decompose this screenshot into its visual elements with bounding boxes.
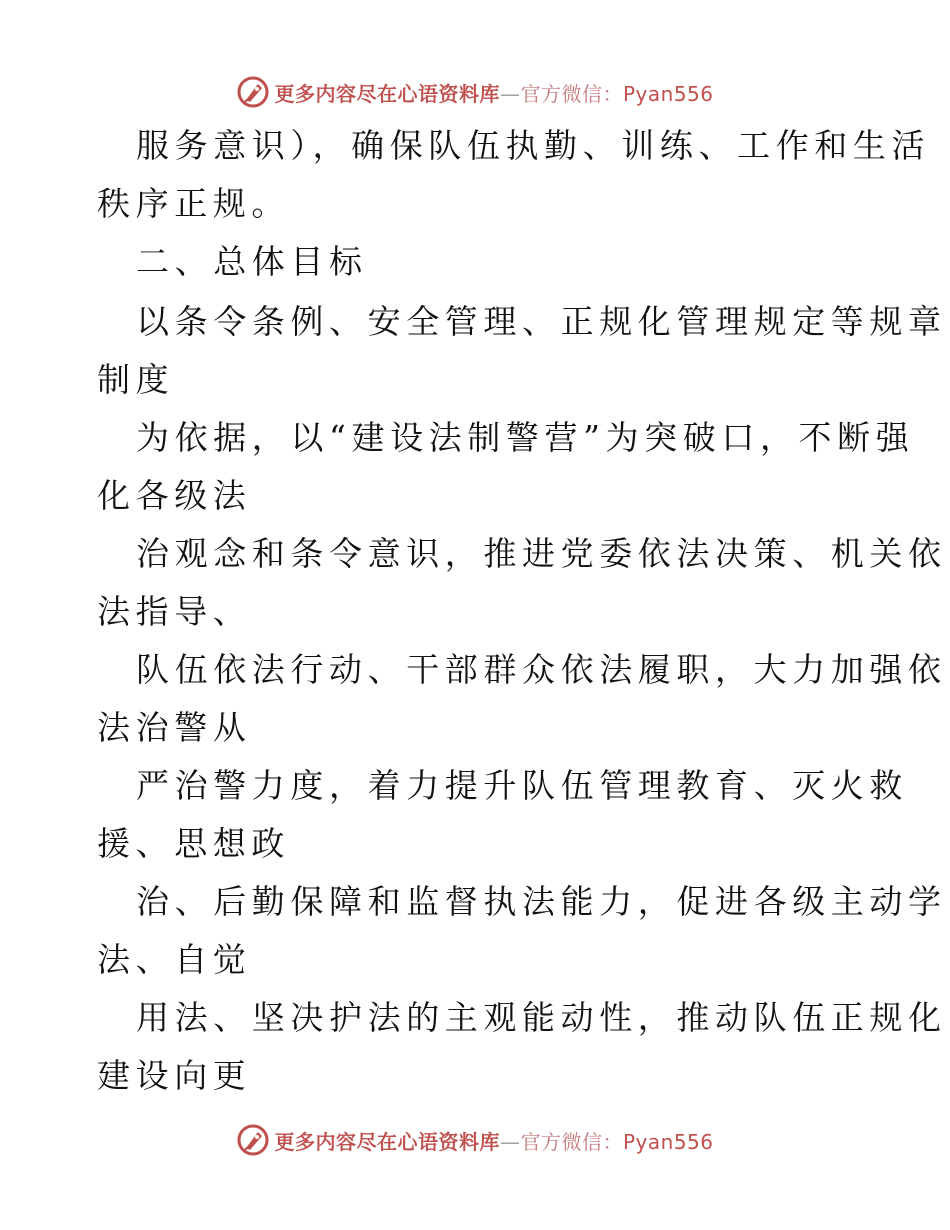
body-line-16: 用法、坚决护法的主观能动性，推动队伍正规化: [136, 998, 947, 1037]
body-line-13: 援、思想政: [97, 824, 290, 863]
header-banner: [0, 72, 950, 112]
body-line-12: 严治警力度，着力提升队伍管理教育、灭火救: [136, 766, 908, 805]
pen-nib-logo-icon: [236, 1123, 270, 1157]
body-line-1: 服务意识），确保队伍执勤、训练、工作和生活: [136, 126, 931, 165]
body-line-14: 治、后勤保障和监督执法能力，促进各级主动学: [136, 882, 947, 921]
section-heading: 二、总体目标: [136, 242, 368, 281]
body-line-15: 法、自觉: [97, 940, 252, 979]
body-line-5: 制度: [97, 360, 175, 399]
body-line-2: 秩序正规。: [97, 184, 290, 223]
banner-wechat-label: 官方微信：: [520, 1129, 623, 1154]
body-line-8: 治观念和条令意识，推进党委依法决策、机关依: [136, 534, 947, 573]
banner-brand: 更多内容尽在心语资料库: [274, 1129, 500, 1154]
banner-text: [274, 78, 713, 107]
body-line-17: 建设向更: [97, 1056, 252, 1095]
banner-dash: —: [499, 1129, 521, 1154]
body-line-6: 为依据，以“建设法制警营”为突破口，不断强: [136, 418, 915, 457]
body-line-7: 化各级法: [97, 476, 252, 515]
body-line-4: 以条令条例、安全管理、正规化管理规定等规章: [136, 302, 947, 341]
banner-wechat-label: 官方微信：: [520, 81, 623, 106]
body-line-11: 法治警从: [97, 708, 252, 747]
banner-dash: —: [499, 81, 521, 106]
body-line-9: 法指导、: [97, 592, 252, 631]
banner-wechat-id: Pyan556: [622, 81, 714, 106]
banner-wechat-id: Pyan556: [622, 1129, 714, 1154]
banner-brand: 更多内容尽在心语资料库: [274, 81, 500, 106]
footer-banner: [0, 1120, 950, 1160]
body-line-10: 队伍依法行动、干部群众依法履职，大力加强依: [136, 650, 947, 689]
pen-nib-logo-icon: [236, 75, 270, 109]
banner-text: [274, 1126, 713, 1155]
